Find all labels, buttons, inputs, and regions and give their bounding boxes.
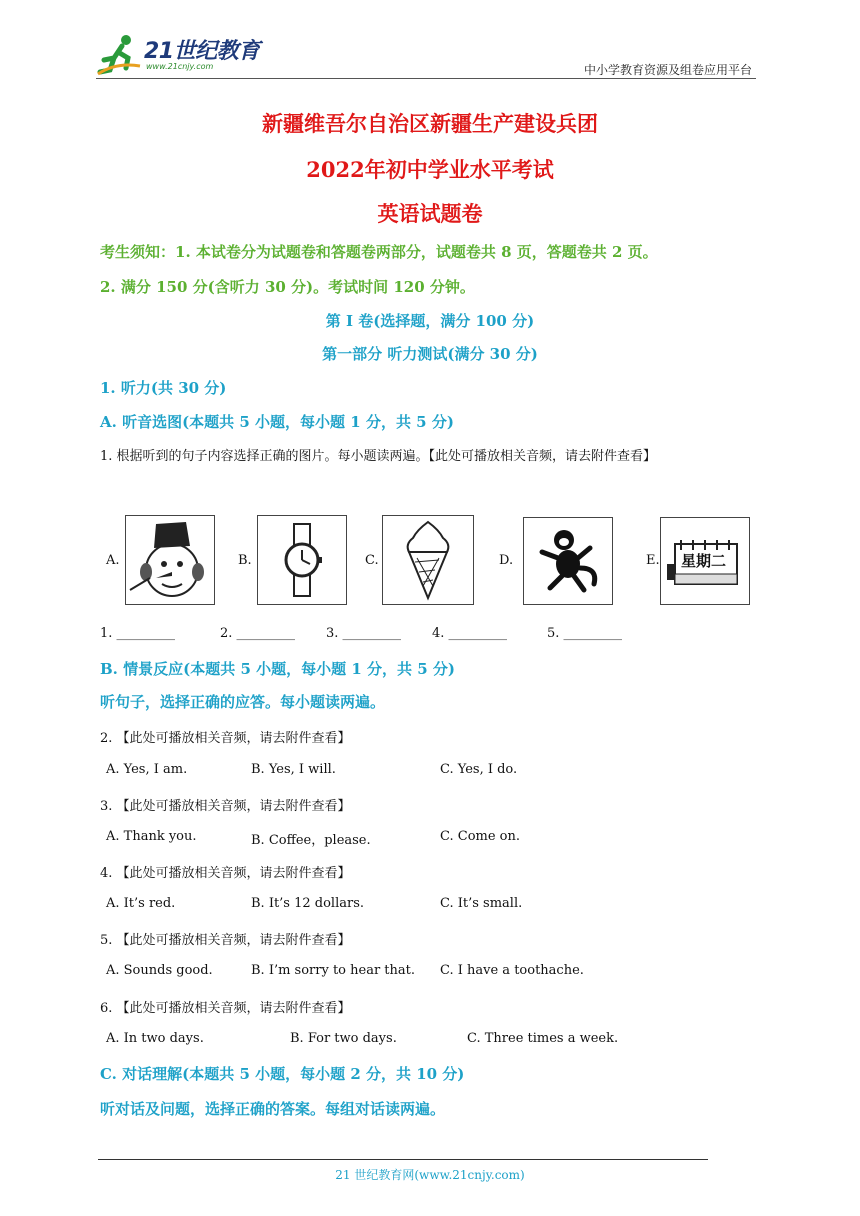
notice-line-2: 2. 满分 150 分(含听力 30 分)。考试时间 120 分钟。 <box>100 278 475 296</box>
logo-url: www.21cnjy.com <box>146 62 214 71</box>
question-2-option-c: C. Yes, I do. <box>440 762 518 777</box>
picture-e <box>660 517 750 605</box>
picture-d <box>523 517 613 605</box>
header-divider <box>96 78 756 79</box>
logo-text: 21世纪教育 <box>144 39 260 64</box>
question-5-option-a: A. Sounds good. <box>106 963 213 978</box>
picture-label-b: B. <box>238 553 252 568</box>
answer-blank-4: 4. _________ <box>432 626 508 641</box>
picture-label-c: C. <box>365 553 379 568</box>
question-2-prompt: 2. 【此处可播放相关音频，请去附件查看】 <box>100 731 351 746</box>
section-a-heading: A. 听音选图(本题共 5 小题，每小题 1 分，共 5 分) <box>100 413 454 431</box>
ice-cream-icon <box>383 516 473 604</box>
monkey-icon <box>524 518 612 604</box>
exam-title-year: 2022年初中学业水平考试 <box>306 157 554 182</box>
runner-logo-icon <box>96 32 142 76</box>
question-3-option-b: B. Coffee，please. <box>251 833 371 848</box>
snowman-hat-icon <box>126 516 214 604</box>
exam-title-subject: 英语试题卷 <box>377 201 483 226</box>
picture-label-a: A. <box>106 553 120 568</box>
exam-title-region: 新疆维吾尔自治区新疆生产建设兵团 <box>262 111 598 136</box>
question-4-option-a: A. It’s red. <box>106 896 176 911</box>
question-5-prompt: 5. 【此处可播放相关音频，请去附件查看】 <box>100 933 351 948</box>
question-5-option-b: B. I’m sorry to hear that. <box>251 963 415 978</box>
section-a-instruction: 1. 根据听到的句子内容选择正确的图片。每小题读两遍。【此处可播放相关音频，请去附件查看】 <box>100 449 657 464</box>
question-3-prompt: 3. 【此处可播放相关音频，请去附件查看】 <box>100 799 351 814</box>
platform-label: 中小学教育资源及组卷应用平台 <box>583 63 752 77</box>
question-4-option-c: C. It’s small. <box>440 896 523 911</box>
picture-c <box>382 515 474 605</box>
question-4-option-b: B. It’s 12 dollars. <box>251 896 365 911</box>
notice-line-1: 考生须知：1. 本试卷分为试题卷和答题卷两部分，试题卷共 8 页，答题卷共 2 页。 <box>100 243 658 261</box>
section-c-instruction: 听对话及问题，选择正确的答案。每组对话读两遍。 <box>100 1100 446 1118</box>
section-b-heading: B. 情景反应(本题共 5 小题，每小题 1 分，共 5 分) <box>100 660 455 678</box>
footer-source: 21 世纪教育网(www.21cnjy.com) <box>335 1168 525 1182</box>
calendar-text: 星期二 <box>681 552 727 570</box>
question-6-option-a: A. In two days. <box>106 1031 204 1046</box>
listening-heading: 1. 听力(共 30 分) <box>100 379 227 397</box>
site-logo <box>96 32 266 80</box>
question-3-option-c: C. Come on. <box>440 829 521 844</box>
picture-label-e: E. <box>646 553 660 568</box>
section-b-instruction: 听句子，选择正确的应答。每小题读两遍。 <box>100 693 386 711</box>
question-6-prompt: 6. 【此处可播放相关音频，请去附件查看】 <box>100 1001 351 1016</box>
question-5-option-c: C. I have a toothache. <box>440 963 584 978</box>
answer-blank-2: 2. _________ <box>220 626 296 641</box>
answer-blank-3: 3. _________ <box>326 626 402 641</box>
picture-b <box>257 515 347 605</box>
volume-title: 第 I 卷(选择题，满分 100 分) <box>325 312 535 330</box>
picture-a <box>125 515 215 605</box>
answer-blank-1: 1. _________ <box>100 626 176 641</box>
question-6-option-c: C. Three times a week. <box>467 1031 619 1046</box>
question-3-option-a: A. Thank you. <box>106 829 197 844</box>
watch-icon <box>258 516 346 604</box>
footer-divider <box>98 1159 708 1160</box>
answer-blank-5: 5. _________ <box>547 626 623 641</box>
section-c-heading: C. 对话理解(本题共 5 小题，每小题 2 分，共 10 分) <box>100 1065 465 1083</box>
question-2-option-a: A. Yes, I am. <box>106 762 188 777</box>
picture-label-d: D. <box>499 553 514 568</box>
part1-title: 第一部分 听力测试(满分 30 分) <box>322 345 538 363</box>
question-6-option-b: B. For two days. <box>290 1031 397 1046</box>
question-4-prompt: 4. 【此处可播放相关音频，请去附件查看】 <box>100 866 351 881</box>
question-2-option-b: B. Yes, I will. <box>251 762 336 777</box>
